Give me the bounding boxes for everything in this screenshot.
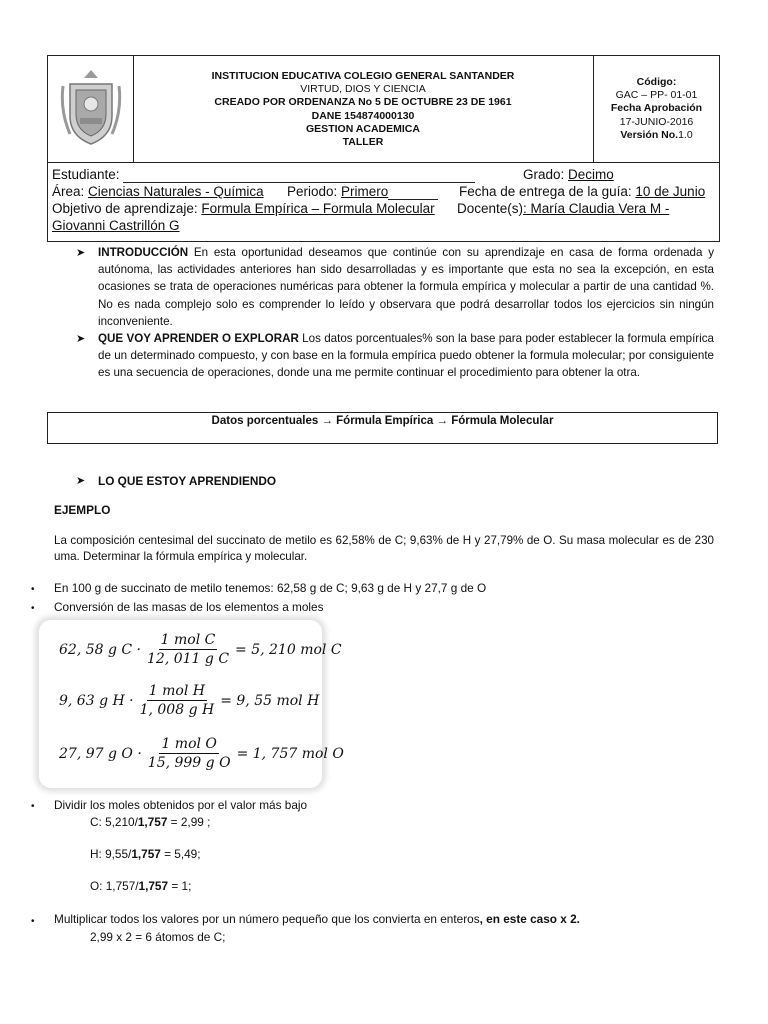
student-info-box [47,163,720,242]
formula-fraction [145,632,231,667]
area-value: Ciencias Naturales - Química [88,184,264,199]
school-crest-logo [48,56,133,162]
student-label: Estudiante: [52,167,120,182]
formula-oxygen [59,736,344,771]
introduction-text: En esta oportunidad deseamos que continúe con su aprendizaje en casa de forma ordenada y autónoma, las actividades anteriores han sido desarrolladas y es importante que esta no sea la excepción, en esta ocasiones se trata de operaciones numéricas para obtener la formula empírica y molecular a partir de una cantidad %. No es nada complejo solo es comprender lo leído y observara que podrá desarrollar todos los ejercicios sin ningún inconveniente. [98,246,714,328]
arrow-bullet-icon: ➤ [76,475,86,487]
formula-rhs: = 1, 757 mol O [236,745,344,762]
bullet-4-emphasis: , en este caso x 2. [479,912,580,926]
grade-row [523,166,614,183]
fraction-denominator: 15, 999 g O [147,755,231,771]
explore-title: QUE VOY APRENDER O EXPLORAR [98,332,299,345]
example-text: La composición centesimal del succinato de metilo es 62,58% de C; 9,63% de H y 27,79% de O. Su masa molecular es de 230 uma. Determinar la fórmula empírica y molecular. [54,534,714,563]
arrow-bullet-icon: ➤ [76,247,86,259]
objective-value: Formula Empírica – Formula Molecular [201,201,435,216]
delivery-row [459,183,705,200]
grade-value: Decimo [568,167,614,182]
formula-fraction [138,683,217,718]
arrow-bullet-icon: ➤ [76,333,86,345]
sequence-box: Datos porcentuales → Fórmula Empírica → Fórmula Molecular [47,412,718,444]
period-underline [388,185,438,200]
teacher-value-2: Giovanni Castrillón G [52,218,180,233]
formula-carbon [59,632,342,667]
bullet-1-text: En 100 g de succinato de metilo tenemos: 62,58 g de C; 9,63 g de H y 27,7 g de O [54,581,487,595]
area-label: Área: [52,184,89,199]
version-line [594,129,719,142]
bullet-icon: • [31,801,35,812]
introduction-title: INTRODUCCIÓN [98,246,189,259]
bullet-icon: • [31,603,35,614]
division-carbon [90,814,210,831]
school-motto: VIRTUD, DIOS Y CIENCIA [300,83,426,96]
student-name-field[interactable] [123,168,475,183]
code-value: GAC – PP- 01-01 [615,89,698,102]
introduction-paragraph [98,244,714,330]
area-row [52,183,264,200]
division-text: H: 9,55/ [90,847,132,861]
division-text: C: 5,210/ [90,815,138,829]
bullet-icon: • [31,916,35,927]
school-name: INSTITUCION EDUCATIVA COLEGIO GENERAL SANTANDER [211,70,515,82]
teacher-row [457,200,669,217]
fraction-numerator: 1 mol H [148,683,205,699]
bullet-2-text: Conversión de las masas de los elementos a moles [54,600,324,614]
management-area: GESTION ACADEMICA [306,122,420,135]
division-result: = 5,49; [160,847,201,861]
approval-label: Fecha Aprobación [610,102,703,115]
version-label: Versión No. [620,128,679,141]
formula-lhs: 27, 97 g O · [59,745,142,762]
fraction-numerator: 1 mol C [160,632,216,648]
division-result: = 1; [168,879,192,893]
bullet-4-text [54,911,580,928]
document-code-cell [594,56,719,162]
bullet-4-main: Multiplicar todos los valores por un número pequeño que los convierta en enteros [54,912,480,926]
delivery-value: 10 de Junio [635,184,706,199]
formula-fraction [146,736,233,771]
dane-code: DANE 154874000130 [311,109,415,122]
objective-label: Objetivo de aprendizaje: [52,201,202,216]
fraction-numerator: 1 mol O [161,736,217,752]
version-value: 1.0 [678,128,693,141]
logo-cell [48,56,134,162]
division-text: O: 1,757/ [90,879,139,893]
student-row [52,166,475,183]
approval-date: 17-JUNIO-2016 [619,115,694,128]
document-header [47,55,720,163]
formula-hydrogen [59,683,319,718]
division-result: = 2,99 ; [167,815,211,829]
teacher-label: Docente(s) [457,201,524,216]
explore-paragraph [98,330,714,382]
explore-text: Los datos porcentuales% son la base para poder establecer la formula empírica de un determinado compuesto, y con base en la formula empírica puedo obtener la formula molecular; por consiguiente es una secuencia de operaciones, donde una me permite continuar el procedimiento para obtener la otra. [98,332,714,380]
formula-lhs: 9, 63 g H · [59,692,134,709]
formula-lhs: 62, 58 g C · [59,641,142,658]
period-row [287,183,438,200]
bullet-icon: • [31,584,35,595]
teacher-row-2 [52,217,180,234]
division-divisor: 1,757 [131,847,161,861]
formula-rhs: = 9, 55 mol H [220,692,320,709]
grade-label: Grado: [523,167,569,182]
period-value: Primero [341,184,389,199]
code-label: Código: [636,76,677,88]
delivery-label: Fecha de entrega de la guía: [459,184,636,199]
formula-rhs: = 5, 210 mol C [235,641,342,658]
mole-conversion-formulas [39,620,344,788]
multiply-carbon: 2,99 x 2 = 6 átomos de C; [90,930,226,944]
bullet-3-text: Dividir los moles obtenidos por el valor más bajo [54,798,308,812]
ordinance: CREADO POR ORDENANZA No 5 DE OCTUBRE 23 DE 1961 [214,96,512,109]
fraction-denominator: 1, 008 g H [139,702,215,718]
fraction-denominator: 12, 011 g C [147,651,230,667]
teacher-value: : María Claudia Vera M - [523,201,670,216]
example-title: EJEMPLO [54,503,111,517]
division-divisor: 1,757 [138,879,169,893]
division-divisor: 1,757 [137,815,168,829]
document-type: TALLER [342,136,384,149]
school-info-cell [133,56,594,162]
objective-row [52,200,435,217]
period-label: Periodo: [287,184,342,199]
division-oxygen [90,878,191,895]
learning-title: LO QUE ESTOY APRENDIENDO [98,474,277,488]
division-hydrogen [90,846,201,863]
